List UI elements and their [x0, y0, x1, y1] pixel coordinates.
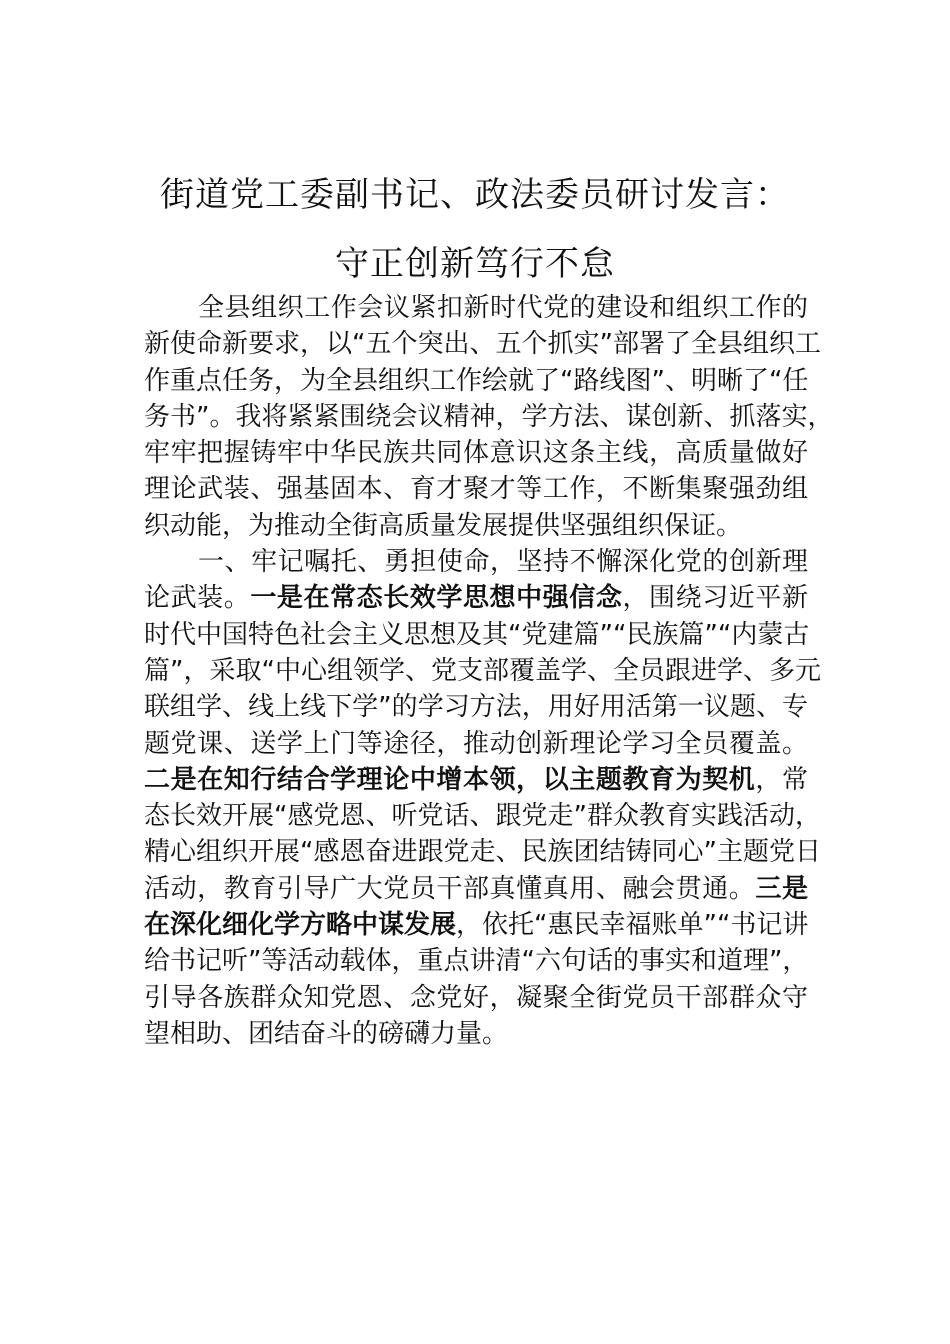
paragraph-line: [144, 580, 808, 616]
text-run: 论武装。: [144, 583, 251, 614]
paragraph-line: 态长效开展“感党恩、听党话、跟党走”群众教育实践活动，: [144, 801, 821, 832]
paragraph-1: [144, 290, 834, 544]
text-run: ，围绕习近平新: [622, 583, 808, 614]
paragraph-line: 理论武装、强基固本、育才聚才等工作，不断集聚强劲组: [144, 474, 808, 505]
document-title-line-1: 街道党工委副书记、政法委员研讨发言：: [160, 175, 790, 215]
paragraph-line: 题党课、送学上门等途径，推动创新理论学习全员覆盖。: [144, 728, 808, 759]
paragraph-line: 务书”。我将紧紧围绕会议精神，学方法、谋创新、抓落实，: [144, 401, 834, 432]
paragraph-line: 作重点任务，为全县组织工作绘就了“路线图”、明晰了“任: [144, 365, 809, 396]
paragraph-line: 时代中国特色社会主义思想及其“党建篇”“民族篇”“内蒙古: [144, 619, 810, 650]
bold-heading-text: 二是在知行结合学理论中增本领，以主题教育为契机: [144, 764, 756, 795]
bold-heading-text: 一是在常态长效学思想中强信念: [250, 583, 623, 614]
document-title-line-2: 守正创新笃行不怠: [335, 244, 615, 284]
paragraph-line: 望相助、团结奋斗的磅礴力量。: [144, 1018, 509, 1049]
paragraph-line: 精心组织开展“感恩奋进跟党走、民族团结铸同心”主题党日: [144, 837, 821, 868]
paragraph-line: [144, 871, 808, 907]
paragraph-line: 引导各族群众知党恩、念党好，凝聚全街党员干部群众守: [144, 982, 808, 1013]
bold-heading-text: 在深化细化学方略中谋发展: [144, 910, 457, 941]
paragraph-line: 织动能，为推动全街高质量发展提供坚强组织保证。: [144, 510, 743, 541]
text-run: ，常: [755, 764, 808, 795]
paragraph-line: 给书记听”等活动载体，重点讲清“六句话的事实和道理”，: [144, 946, 809, 977]
paragraph-line: 联组学、线上线下学”的学习方法，用好用活第一议题、专: [144, 692, 808, 723]
paragraph-line: 牢牢把握铸牢中华民族共同体意识这条主线，高质量做好: [144, 438, 808, 469]
paragraph-2: [144, 544, 821, 1052]
paragraph-line: 一、牢记嘱托、勇担使命，坚持不懈深化党的创新理: [198, 547, 808, 578]
paragraph-line: 全县组织工作会议紧扣新时代党的建设和组织工作的: [198, 293, 808, 323]
document-body: [144, 290, 834, 1052]
text-run: ，依托“惠民幸福账单”“书记讲: [456, 910, 809, 941]
paragraph-line: 篇”，采取“中心组领学、党支部覆盖学、全员跟进学、多元: [144, 655, 821, 686]
text-run: 活动，教育引导广大党员干部真懂真用、融会贯通。: [144, 873, 756, 904]
bold-heading-text: 三是: [755, 873, 808, 904]
paragraph-line: [144, 907, 808, 943]
paragraph-line: 新使命新要求，以“五个突出、五个抓实”部署了全县组织工: [144, 329, 821, 360]
paragraph-line: [144, 762, 808, 798]
